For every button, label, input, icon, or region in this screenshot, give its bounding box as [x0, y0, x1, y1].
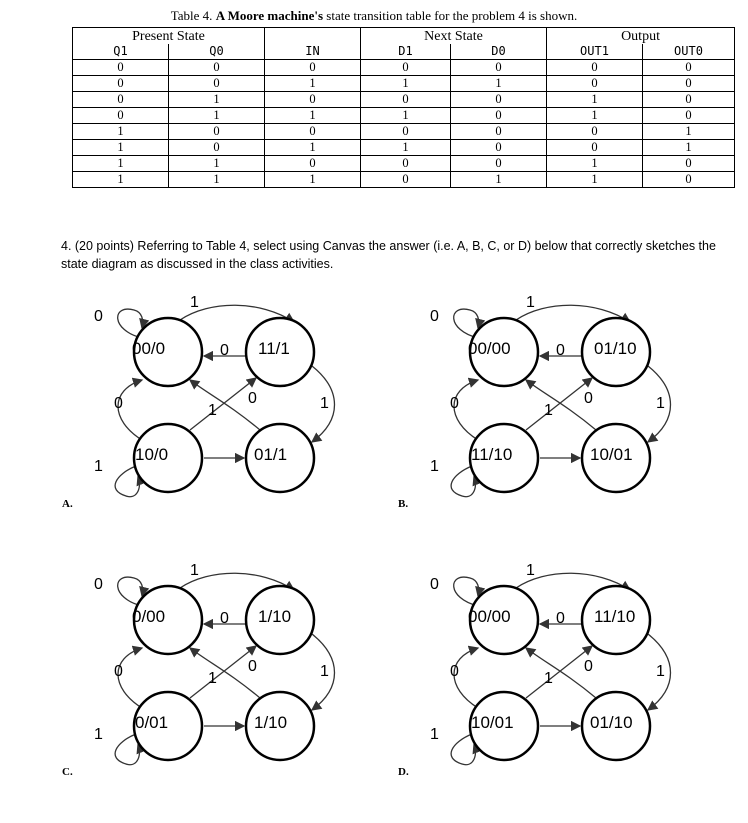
column-header-q0: Q0: [169, 44, 265, 60]
table-cell: 0: [73, 108, 169, 124]
edge-label: 1: [526, 294, 535, 311]
table-cell: 0: [643, 108, 735, 124]
state-label: 00/00: [468, 339, 511, 358]
table-cell: 1: [265, 140, 361, 156]
edge-label: 1: [320, 663, 329, 680]
table-cell: 1: [265, 76, 361, 92]
edge-label: 0: [114, 395, 123, 412]
edge-label: 0: [584, 658, 593, 675]
table-cell: 1: [169, 172, 265, 188]
state-diagram-graphic: [416, 290, 716, 530]
edge-label: 0: [450, 395, 459, 412]
state-label: 10/01: [590, 445, 633, 464]
edge-label: 0: [584, 390, 593, 407]
table-cell: 1: [73, 124, 169, 140]
table-cell: 0: [361, 156, 451, 172]
table-cell: 1: [451, 172, 547, 188]
edge-label: 1: [208, 670, 217, 687]
table-cell: 0: [265, 60, 361, 76]
state-label: 01/10: [590, 713, 633, 732]
header-next-state: Next State: [361, 28, 547, 45]
state-label: 1/10: [254, 713, 288, 732]
table-cell: 0: [265, 92, 361, 108]
table-cell: 1: [547, 172, 643, 188]
table-cell: 0: [169, 124, 265, 140]
edge-label: 0: [94, 576, 103, 593]
transition-arrow: [190, 378, 256, 430]
table-cell: 1: [265, 172, 361, 188]
state-label: 11/1: [258, 339, 290, 358]
table-cell: 0: [73, 92, 169, 108]
option-label-a[interactable]: A.: [62, 498, 73, 510]
table-cell: 1: [643, 124, 735, 140]
table-cell: 0: [451, 140, 547, 156]
transition-arrow: [526, 646, 592, 698]
column-header-d1: D1: [361, 44, 451, 60]
edge-label: 1: [430, 726, 439, 743]
table-cell: 0: [169, 76, 265, 92]
table-cell: 1: [169, 156, 265, 172]
diagram-option-d[interactable]: [416, 558, 716, 798]
edge-label: 1: [190, 294, 199, 311]
edge-label: 1: [430, 458, 439, 475]
diagram-option-b[interactable]: [416, 290, 716, 530]
table-cell: 1: [547, 156, 643, 172]
edge-label: 1: [190, 562, 199, 579]
edge-label: 1: [94, 458, 103, 475]
table-cell: 0: [451, 60, 547, 76]
table-cell: 1: [73, 172, 169, 188]
table-cell: 1: [169, 108, 265, 124]
table-row: [73, 92, 735, 108]
caption-bold: A Moore machine's: [215, 8, 324, 23]
table-cell: 0: [361, 60, 451, 76]
question-text: 4. (20 points) Referring to Table 4, select using Canvas the answer (i.e. A, B, C, or D) below that correctly sketches the state diagram as discussed in the class activities.: [61, 239, 716, 271]
table-row: [73, 76, 735, 92]
table-row: [73, 108, 735, 124]
state-label: 0/01: [135, 713, 169, 732]
edge-label: 1: [656, 663, 665, 680]
caption-rest: state transition table for the problem 4 is shown.: [326, 8, 578, 23]
edge-label: 0: [248, 390, 257, 407]
option-label-d[interactable]: D.: [398, 766, 409, 778]
table-cell: 1: [73, 156, 169, 172]
edge-label: 0: [220, 342, 229, 359]
diagram-option-c[interactable]: [80, 558, 380, 798]
table-cell: 1: [169, 92, 265, 108]
column-header-out1: OUT1: [547, 44, 643, 60]
table-cell: 0: [451, 108, 547, 124]
edge-label: 0: [114, 663, 123, 680]
state-label: 11/10: [594, 607, 636, 626]
table-cell: 0: [547, 60, 643, 76]
option-label-c[interactable]: C.: [62, 766, 73, 778]
table-caption: [0, 8, 748, 24]
table-cell: 0: [73, 76, 169, 92]
table-cell: 1: [547, 108, 643, 124]
edge-label: 1: [208, 402, 217, 419]
option-label-b[interactable]: B.: [398, 498, 409, 510]
state-label: 10/01: [471, 713, 514, 732]
table-row: [73, 60, 735, 76]
edge-label: 1: [656, 395, 665, 412]
table-cell: 0: [643, 76, 735, 92]
table-cell: 1: [361, 108, 451, 124]
column-header-in: IN: [265, 44, 361, 60]
table-cell: 0: [73, 60, 169, 76]
state-label: 00/00: [468, 607, 511, 626]
table-cell: 0: [265, 156, 361, 172]
table-cell: 0: [265, 124, 361, 140]
edge-label: 0: [220, 610, 229, 627]
state-label: 0/00: [132, 607, 166, 626]
state-transition-table: [72, 27, 735, 188]
table-cell: 1: [643, 140, 735, 156]
table-row: [73, 140, 735, 156]
diagram-option-a[interactable]: [80, 290, 380, 530]
table-cell: 0: [451, 156, 547, 172]
edge-label: 0: [430, 576, 439, 593]
table-cell: 1: [451, 76, 547, 92]
table-cell: 0: [451, 124, 547, 140]
edge-label: 0: [248, 658, 257, 675]
table-cell: 0: [451, 92, 547, 108]
state-label: 01/10: [594, 339, 637, 358]
table-cell: 0: [169, 60, 265, 76]
table-cell: 1: [73, 140, 169, 156]
table-row: [73, 124, 735, 140]
table-cell: 0: [361, 92, 451, 108]
table-cell: 1: [361, 76, 451, 92]
edge-label: 0: [430, 308, 439, 325]
edge-label: 0: [94, 308, 103, 325]
table-cell: 0: [643, 60, 735, 76]
header-blank: [265, 28, 361, 45]
table-cell: 0: [547, 76, 643, 92]
edge-label: 1: [526, 562, 535, 579]
state-diagram-graphic: [80, 290, 380, 530]
table-cell: 0: [361, 172, 451, 188]
column-header-d0: D0: [451, 44, 547, 60]
edge-label: 0: [556, 342, 565, 359]
transition-arrow: [190, 646, 256, 698]
table-cell: 0: [361, 124, 451, 140]
state-label: 01/1: [254, 445, 288, 464]
state-label: 10/0: [135, 445, 169, 464]
table-cell: 0: [643, 172, 735, 188]
edge-label: 0: [556, 610, 565, 627]
state-label: 1/10: [258, 607, 292, 626]
column-header-q1: Q1: [73, 44, 169, 60]
state-diagram-graphic: [80, 558, 380, 798]
caption-prefix: Table 4.: [170, 8, 213, 23]
state-label: 00/0: [132, 339, 166, 358]
table-cell: 1: [547, 92, 643, 108]
state-label: 11/10: [471, 445, 513, 464]
column-header-out0: OUT0: [643, 44, 735, 60]
edge-label: 1: [544, 670, 553, 687]
edge-label: 1: [320, 395, 329, 412]
edge-label: 1: [94, 726, 103, 743]
table-cell: 0: [643, 156, 735, 172]
table-cell: 0: [169, 140, 265, 156]
header-output: Output: [547, 28, 735, 45]
state-diagram-graphic: [416, 558, 716, 798]
table-cell: 0: [547, 124, 643, 140]
table-cell: 1: [361, 140, 451, 156]
table-cell: 0: [643, 92, 735, 108]
edge-label: 1: [544, 402, 553, 419]
table-cell: 1: [265, 108, 361, 124]
table-cell: 0: [547, 140, 643, 156]
edge-label: 0: [450, 663, 459, 680]
table-row: [73, 172, 735, 188]
transition-arrow: [526, 378, 592, 430]
header-present-state: Present State: [73, 28, 265, 45]
table-row: [73, 156, 735, 172]
